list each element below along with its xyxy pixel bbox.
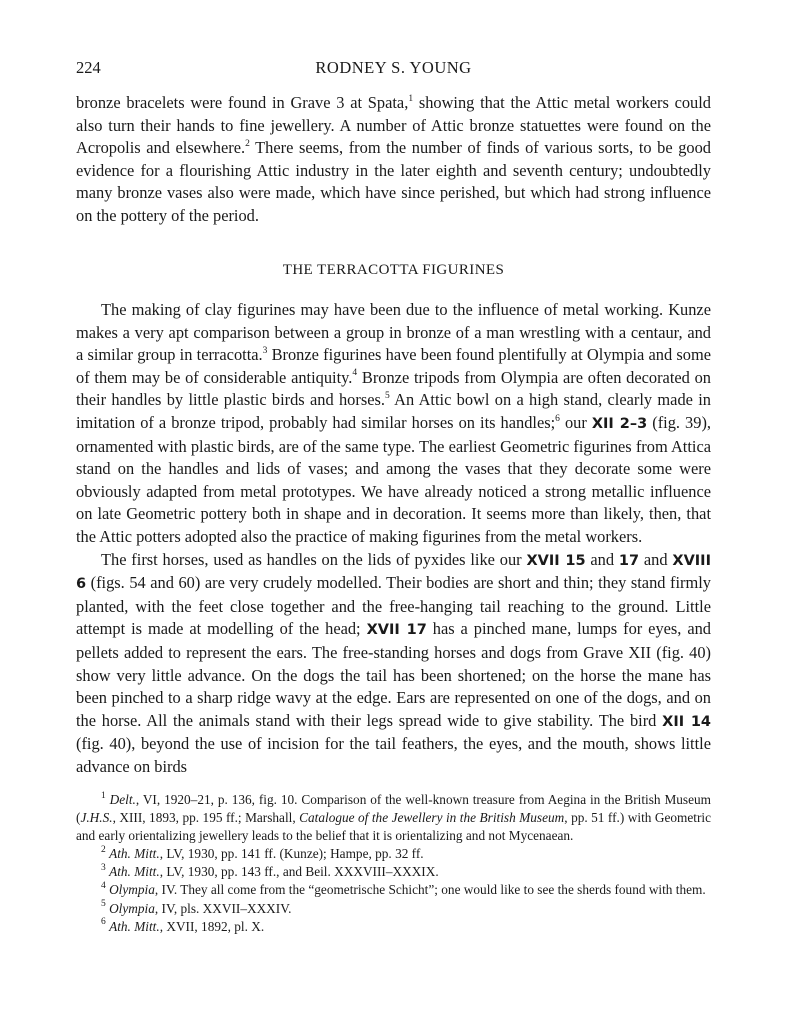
catalogue-ref: XII 2–3 — [591, 415, 648, 432]
footnote-ref[interactable]: 3 — [262, 345, 268, 356]
footnote-ref[interactable]: 2 — [245, 138, 250, 149]
footnote-ref[interactable]: 6 — [555, 413, 560, 424]
footnote-3: $^3$ Ath. Mitt., LV, 1930, pp. 143 ff., and Beil. XXXVIII–XXXIX. — [101, 862, 439, 880]
footnote-ref[interactable]: 5 — [384, 390, 390, 401]
paragraph-1: The making of clay figurines may have been due to the influence of metal working. Kunze makes a very apt comparison between a group in bronze of a man wrestling with a centaur, and a similar group in terracotta.$^3$ Bronze figurines have been found plentifully at Olympia and some of them may be of considerable antiquity.$^4$ Bronze tripods from Olympia are often decorated on their handles by little plastic birds and horses.$^5$ An Attic bowl on a high stand, clearly made in imitation of a bronze tripod, probably had similar horses on its handles;$^6$ our XII 2–3 (fig. 39), ornamented with plastic birds, are of the same type. The earliest Geometric figurines from Attica stand on the handles and lids of vases; and among the vases that they decorate some were obviously adapted from metal prototypes. We have already noticed a strong metallic influence on late Geometric pottery both in shape and in decoration. It seems more than likely, then, that the Attic potters adopted also the practice of making figurines from the metal workers. — [76, 300, 711, 546]
running-title: RODNEY S. YOUNG — [315, 58, 472, 77]
catalogue-ref: XVII 15 — [526, 552, 586, 569]
body-text — [76, 299, 711, 778]
section-title: THE TERRACOTTA FIGURINES — [282, 262, 505, 278]
catalogue-ref: XII 14 — [662, 713, 712, 730]
footnote-4: $^4$ Olympia, IV. They all come from the “geometrische Schicht”; one would like to see the sherds found with them. — [101, 881, 706, 898]
catalogue-ref: XVIII 6 — [76, 552, 711, 593]
footnote-ref[interactable]: 4 — [352, 368, 358, 379]
footnote-ref[interactable]: 1 — [408, 93, 414, 104]
footnote-2: $^2$ Ath. Mitt., LV, 1930, pp. 141 ff. (Kunze); Hampe, pp. 32 ff. — [101, 844, 424, 862]
footnotes — [76, 791, 711, 936]
footnote-1: $^1$ Delt., VI, 1920–21, p. 136, fig. 10. Comparison of the well-known treasure from Aegina in the British Museum (J.H.S., XIII, 1893, pp. 195 ff.; Marshall, Catalogue of the Jewellery in the British Museum, pp. 51 ff.) with Geometric and early orientalizing jewellery leads to the belief that it is orientalizing and not Mycenaean. — [76, 790, 712, 844]
catalogue-ref: 17 — [618, 552, 640, 569]
intro-paragraph: bronze bracelets were found in Grave 3 at Spata,$^1$ showing that the Attic metal workers could also turn their hands to fine jewellery. A number of Attic bronze statuettes were found on the Acropolis and elsewhere.$^2$ There seems, from the number of finds of various sorts, to be good evidence for a flourishing Attic industry in the later eighth and seventh century; undoubtedly many bronze vases also were made, which have since perished, but which had strong influence on the pottery of the period. — [76, 93, 712, 225]
page-header — [76, 58, 711, 80]
page-number: 224 — [76, 58, 101, 77]
catalogue-ref: XVII 17 — [366, 622, 427, 639]
footnote-5: $^5$ Olympia, IV, pls. XXVII–XXXIV. — [101, 899, 292, 916]
paragraph-2: The first horses, used as handles on the lids of pyxides like our XVII 15 and 17 and XVIII 6 (figs. 54 and 60) are very crudely modelled. Their bodies are short and thin; they stand firmly planted, with the feet close together and the free-hanging tail reaching to the ground. Little attempt is made at modelling of the head; XVII 17 has a pinched mane, lumps for eyes, and pellets added to represent the ears. The free-standing horses and dogs from Grave XII (fig. 40) show very little advance. On the dogs the tail has been shortened; on the horse the mane has been pinched to a sharp ridge wavy at the edge. Ears are represented on one of the dogs, and on the horse. All the animals stand with their legs spread wide to give stability. The bird XII 14 (fig. 40), beyond the use of incision for the tail feathers, the eyes, and the mouth, shows little advance on birds — [76, 549, 712, 776]
footnote-6: $^6$ Ath. Mitt., XVII, 1892, pl. X. — [101, 917, 265, 934]
